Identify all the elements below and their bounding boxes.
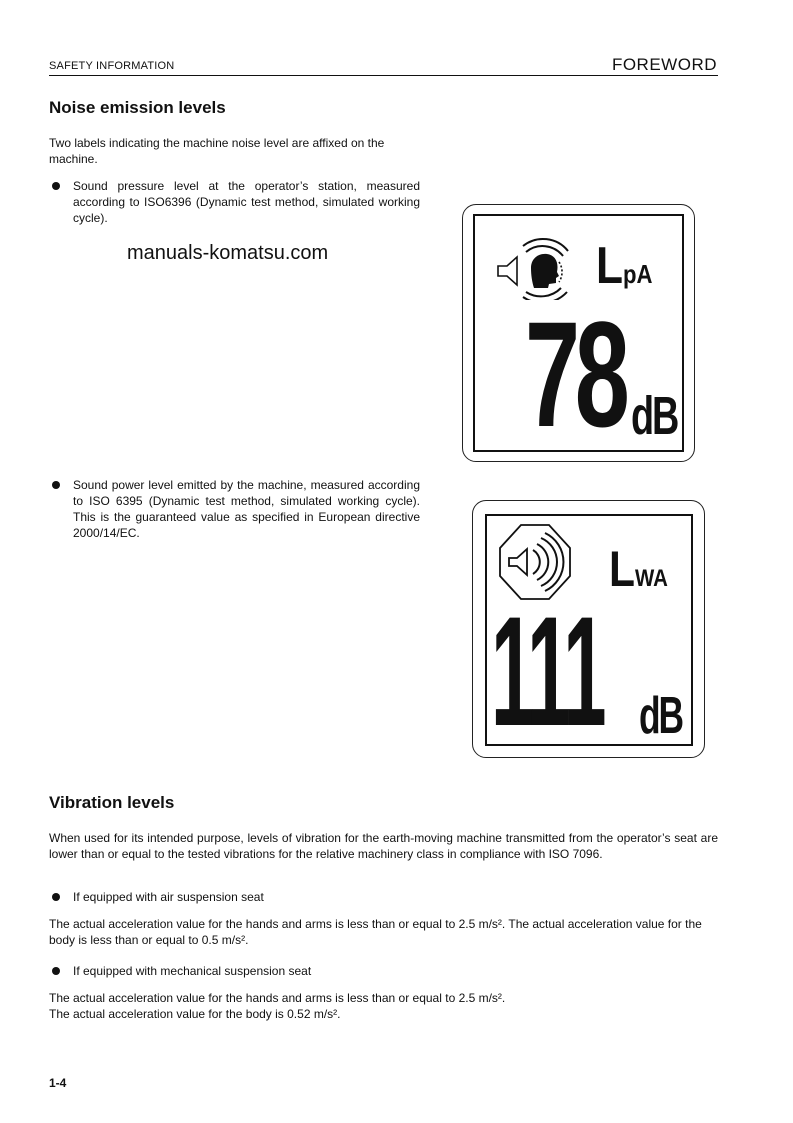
bullet-dot <box>52 967 60 975</box>
bullet-dot <box>52 182 60 190</box>
vibration-mech-text-1: The actual acceleration value for the hands and arms is less than or equal to 2.5 m/s². <box>49 991 506 1005</box>
noise-label-lwa-frame <box>485 514 693 759</box>
vibration-air-bullet: If equipped with air suspension seat <box>73 890 264 904</box>
lwa-symbol-main: L <box>609 541 635 597</box>
header-rule <box>49 75 718 76</box>
lpa-symbol-sub: pA <box>623 259 653 289</box>
lpa-unit: dB <box>631 386 678 446</box>
header-chapter: FOREWORD <box>611 55 717 74</box>
lpa-symbol-main: L <box>596 237 624 295</box>
noise-label-lwa <box>472 500 705 758</box>
lwa-symbol-sub: WA <box>634 565 668 592</box>
noise-intro: Two labels indicating the machine noise level are affixed on the machine. <box>49 136 385 166</box>
watermark: manuals-komatsu.com <box>127 242 329 264</box>
lwa-value: 111 <box>491 585 604 759</box>
bullet-dot <box>52 481 60 489</box>
lwa-symbol <box>609 541 668 604</box>
noise-label-lpa-frame <box>473 214 684 458</box>
noise-label-lpa <box>462 204 695 462</box>
vibration-mech-text-2: The actual acceleration value for the body is 0.52 m/s². <box>49 1007 341 1021</box>
noise-bullet-pressure: Sound pressure level at the operator’s station, measured according to ISO6396 (Dynamic test method, simulated working cycle). <box>73 179 420 225</box>
bullet-dot <box>52 893 60 901</box>
vibration-heading: Vibration levels <box>49 793 175 812</box>
vibration-air-text: The actual acceleration value for the hands and arms is less than or equal to 2.5 m/s². The actual acceleration value for the body is less than or equal to 0.5 m/s². <box>49 917 702 947</box>
lpa-value: 78 <box>525 290 625 458</box>
page-number: 1-4 <box>49 1076 67 1090</box>
vibration-intro: When used for its intended purpose, levels of vibration for the earth-moving machine transmitted from the operator’s seat are lower than or equal to the tested vibrations for the relative machinery class in compliance with ISO 7096. <box>49 831 718 861</box>
lwa-unit: dB <box>639 687 683 745</box>
vibration-mech-bullet: If equipped with mechanical suspension seat <box>73 964 312 978</box>
noise-heading: Noise emission levels <box>49 98 226 117</box>
noise-bullet-power: Sound power level emitted by the machine, measured according to ISO 6395 (Dynamic test method, simulated working cycle). This is the guaranteed value as specified in European directive 2000/14/EC. <box>73 478 420 540</box>
header-section: SAFETY INFORMATION <box>49 60 175 72</box>
